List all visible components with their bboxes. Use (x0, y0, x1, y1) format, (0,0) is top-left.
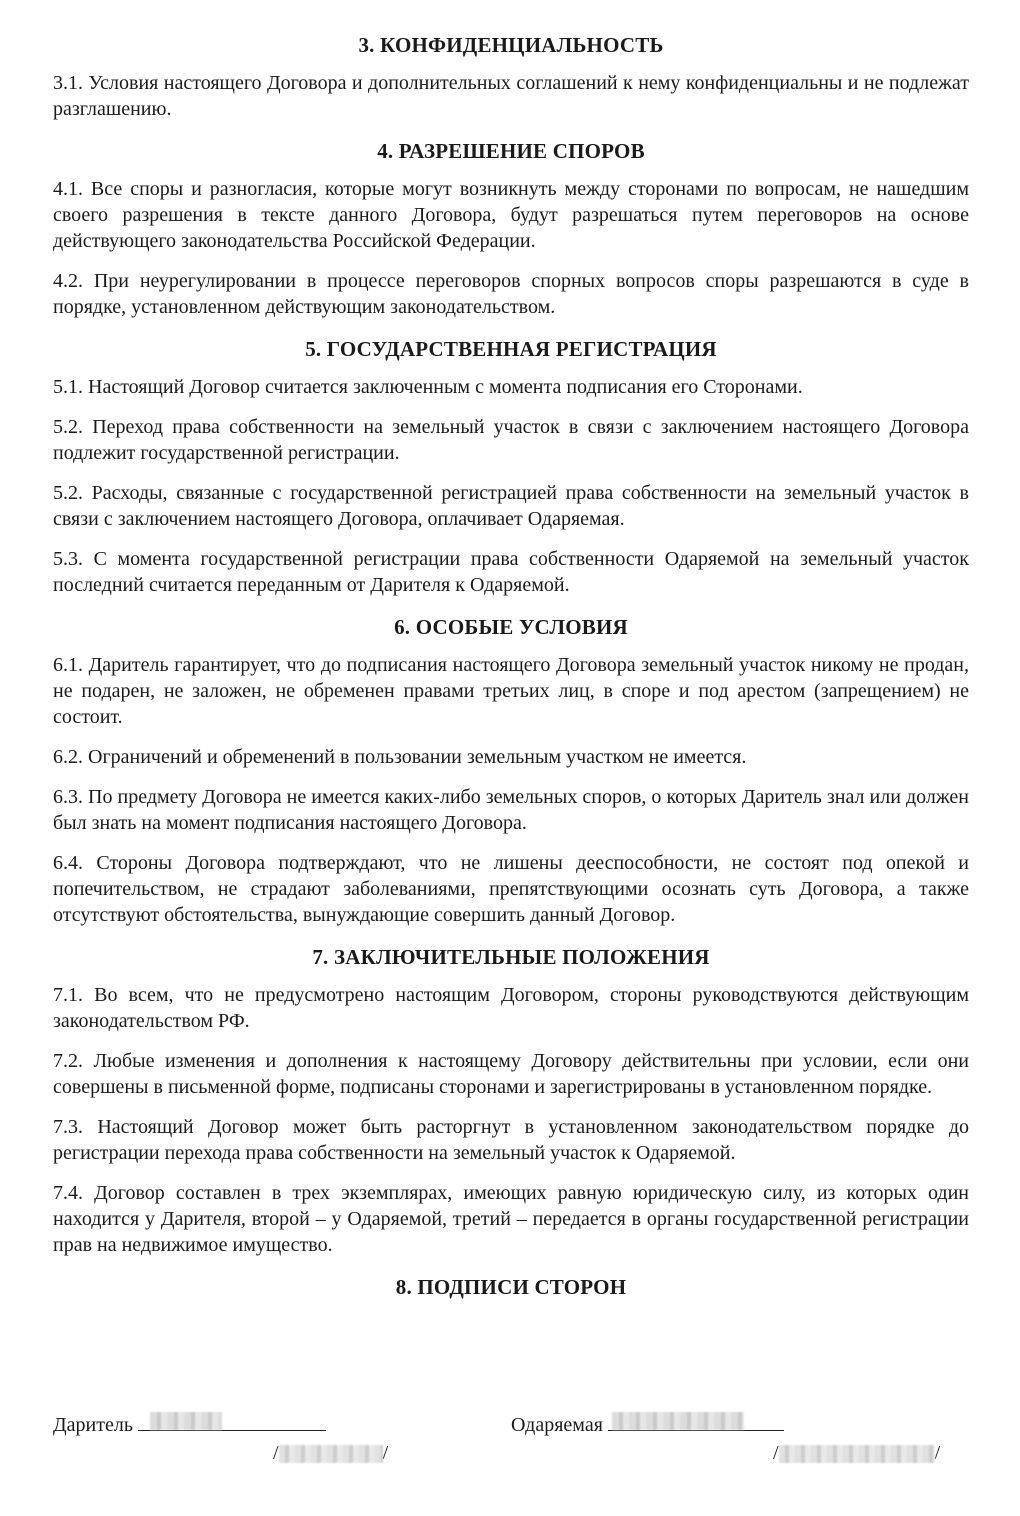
signature-area (53, 1410, 969, 1480)
donee-label: Одаряемая (511, 1414, 603, 1436)
slash-open: / (773, 1442, 779, 1464)
section-heading: 7. ЗАКЛЮЧИТЕЛЬНЫЕ ПОЛОЖЕНИЯ (312, 945, 710, 969)
clause-4-2: 4.2. При неурегулировании в процессе переговоров спорных вопросов споры разрешаются в суде в порядке, установленном действующим законодательством. (53, 270, 969, 318)
section-signatures (53, 1272, 969, 1302)
clause-7-1: 7.1. Во всем, что не предусмотрено настоящим Договором, стороны руководствуются действующим законодательством РФ. (53, 984, 969, 1032)
section-disputes (53, 136, 969, 320)
clause-7-3: 7.3. Настоящий Договор может быть расторгнут в установленном законодательством порядке до регистрации перехода права собственности на земельный участок к Одаряемой. (53, 1116, 969, 1164)
redacted-signature (612, 1412, 744, 1430)
clause-6-4: 6.4. Стороны Договора подтверждают, что не лишены дееспособности, не состоят под опекой и попечительством, не страдают заболеваниями, препятствующими осознать суть Договора, а также отсутствуют обстоятельства, вынуждающие совершить данный Договор. (53, 852, 969, 926)
slash-open: / (273, 1442, 279, 1464)
clause-5-2b: 5.2. Расходы, связанные с государственной регистрацией права собственности на земельный участок в связи с заключением настоящего Договора, оплачивает Одаряемая. (53, 482, 969, 530)
section-heading: 4. РАЗРЕШЕНИЕ СПОРОВ (377, 139, 645, 163)
clause-5-3: 5.3. С момента государственной регистрации права собственности Одаряемой на земельный участок последний считается переданным от Дарителя к Одаряемой. (53, 548, 969, 596)
clause-6-2: 6.2. Ограничений и обременений в пользовании земельным участком не имеется. (53, 746, 747, 768)
donor-signature-line (138, 1410, 326, 1431)
section-heading: 6. ОСОБЫЕ УСЛОВИЯ (394, 615, 628, 639)
clause-3-1: 3.1. Условия настоящего Договора и дополнительных соглашений к нему конфиденциальны и не подлежат разглашению. (53, 72, 969, 120)
clause-6-3: 6.3. По предмету Договора не имеется каких-либо земельных споров, о которых Даритель знал или должен был знать на момент подписания настоящего Договора. (53, 786, 969, 834)
section-heading: 3. КОНФИДЕНЦИАЛЬНОСТЬ (358, 33, 664, 57)
clause-5-1: 5.1. Настоящий Договор считается заключенным с момента подписания его Сторонами. (53, 376, 803, 398)
donee-signature-block (511, 1410, 941, 1464)
redacted-name (779, 1445, 935, 1463)
section-heading: 5. ГОСУДАРСТВЕННАЯ РЕГИСТРАЦИЯ (305, 337, 717, 361)
section-confidentiality (53, 30, 969, 122)
clause-7-4: 7.4. Договор составлен в трех экземплярах, имеющих равную юридическую силу, из которых один находится у Дарителя, второй – у Одаряемой, третий – передается в органы государственной регистрации прав на недвижимое имущество. (53, 1182, 969, 1256)
clause-7-2: 7.2. Любые изменения и дополнения к настоящему Договору действительны при условии, если они совершены в письменной форме, подписаны сторонами и зарегистрированы в установленном порядке. (53, 1050, 969, 1098)
section-heading: 8. ПОДПИСИ СТОРОН (395, 1275, 627, 1299)
section-registration (53, 334, 969, 598)
slash-close: / (934, 1442, 941, 1464)
donor-signature-block (53, 1410, 389, 1464)
clause-6-1: 6.1. Даритель гарантирует, что до подписания настоящего Договора земельный участок никому не продан, не подарен, не заложен, не обременен правами третьих лиц, в споре и под арестом (запрещением) не состоит. (53, 654, 969, 728)
donee-signature-line (608, 1410, 784, 1431)
redacted-name (279, 1445, 383, 1463)
section-special-conditions (53, 612, 969, 928)
clause-5-2: 5.2. Переход права собственности на земельный участок в связи с заключением настоящего Договора подлежит государственной регистрации. (53, 416, 969, 464)
donor-label: Даритель (53, 1414, 133, 1436)
section-final-provisions (53, 942, 969, 1258)
clause-4-1: 4.1. Все споры и разногласия, которые могут возникнуть между сторонами по вопросам, не нашедшим своего разрешения в тексте данного Договора, будут разрешаться путем переговоров на основе действующего законодательства Российской Федерации. (53, 178, 969, 252)
redacted-signature (150, 1412, 222, 1430)
slash-close: / (382, 1442, 389, 1464)
